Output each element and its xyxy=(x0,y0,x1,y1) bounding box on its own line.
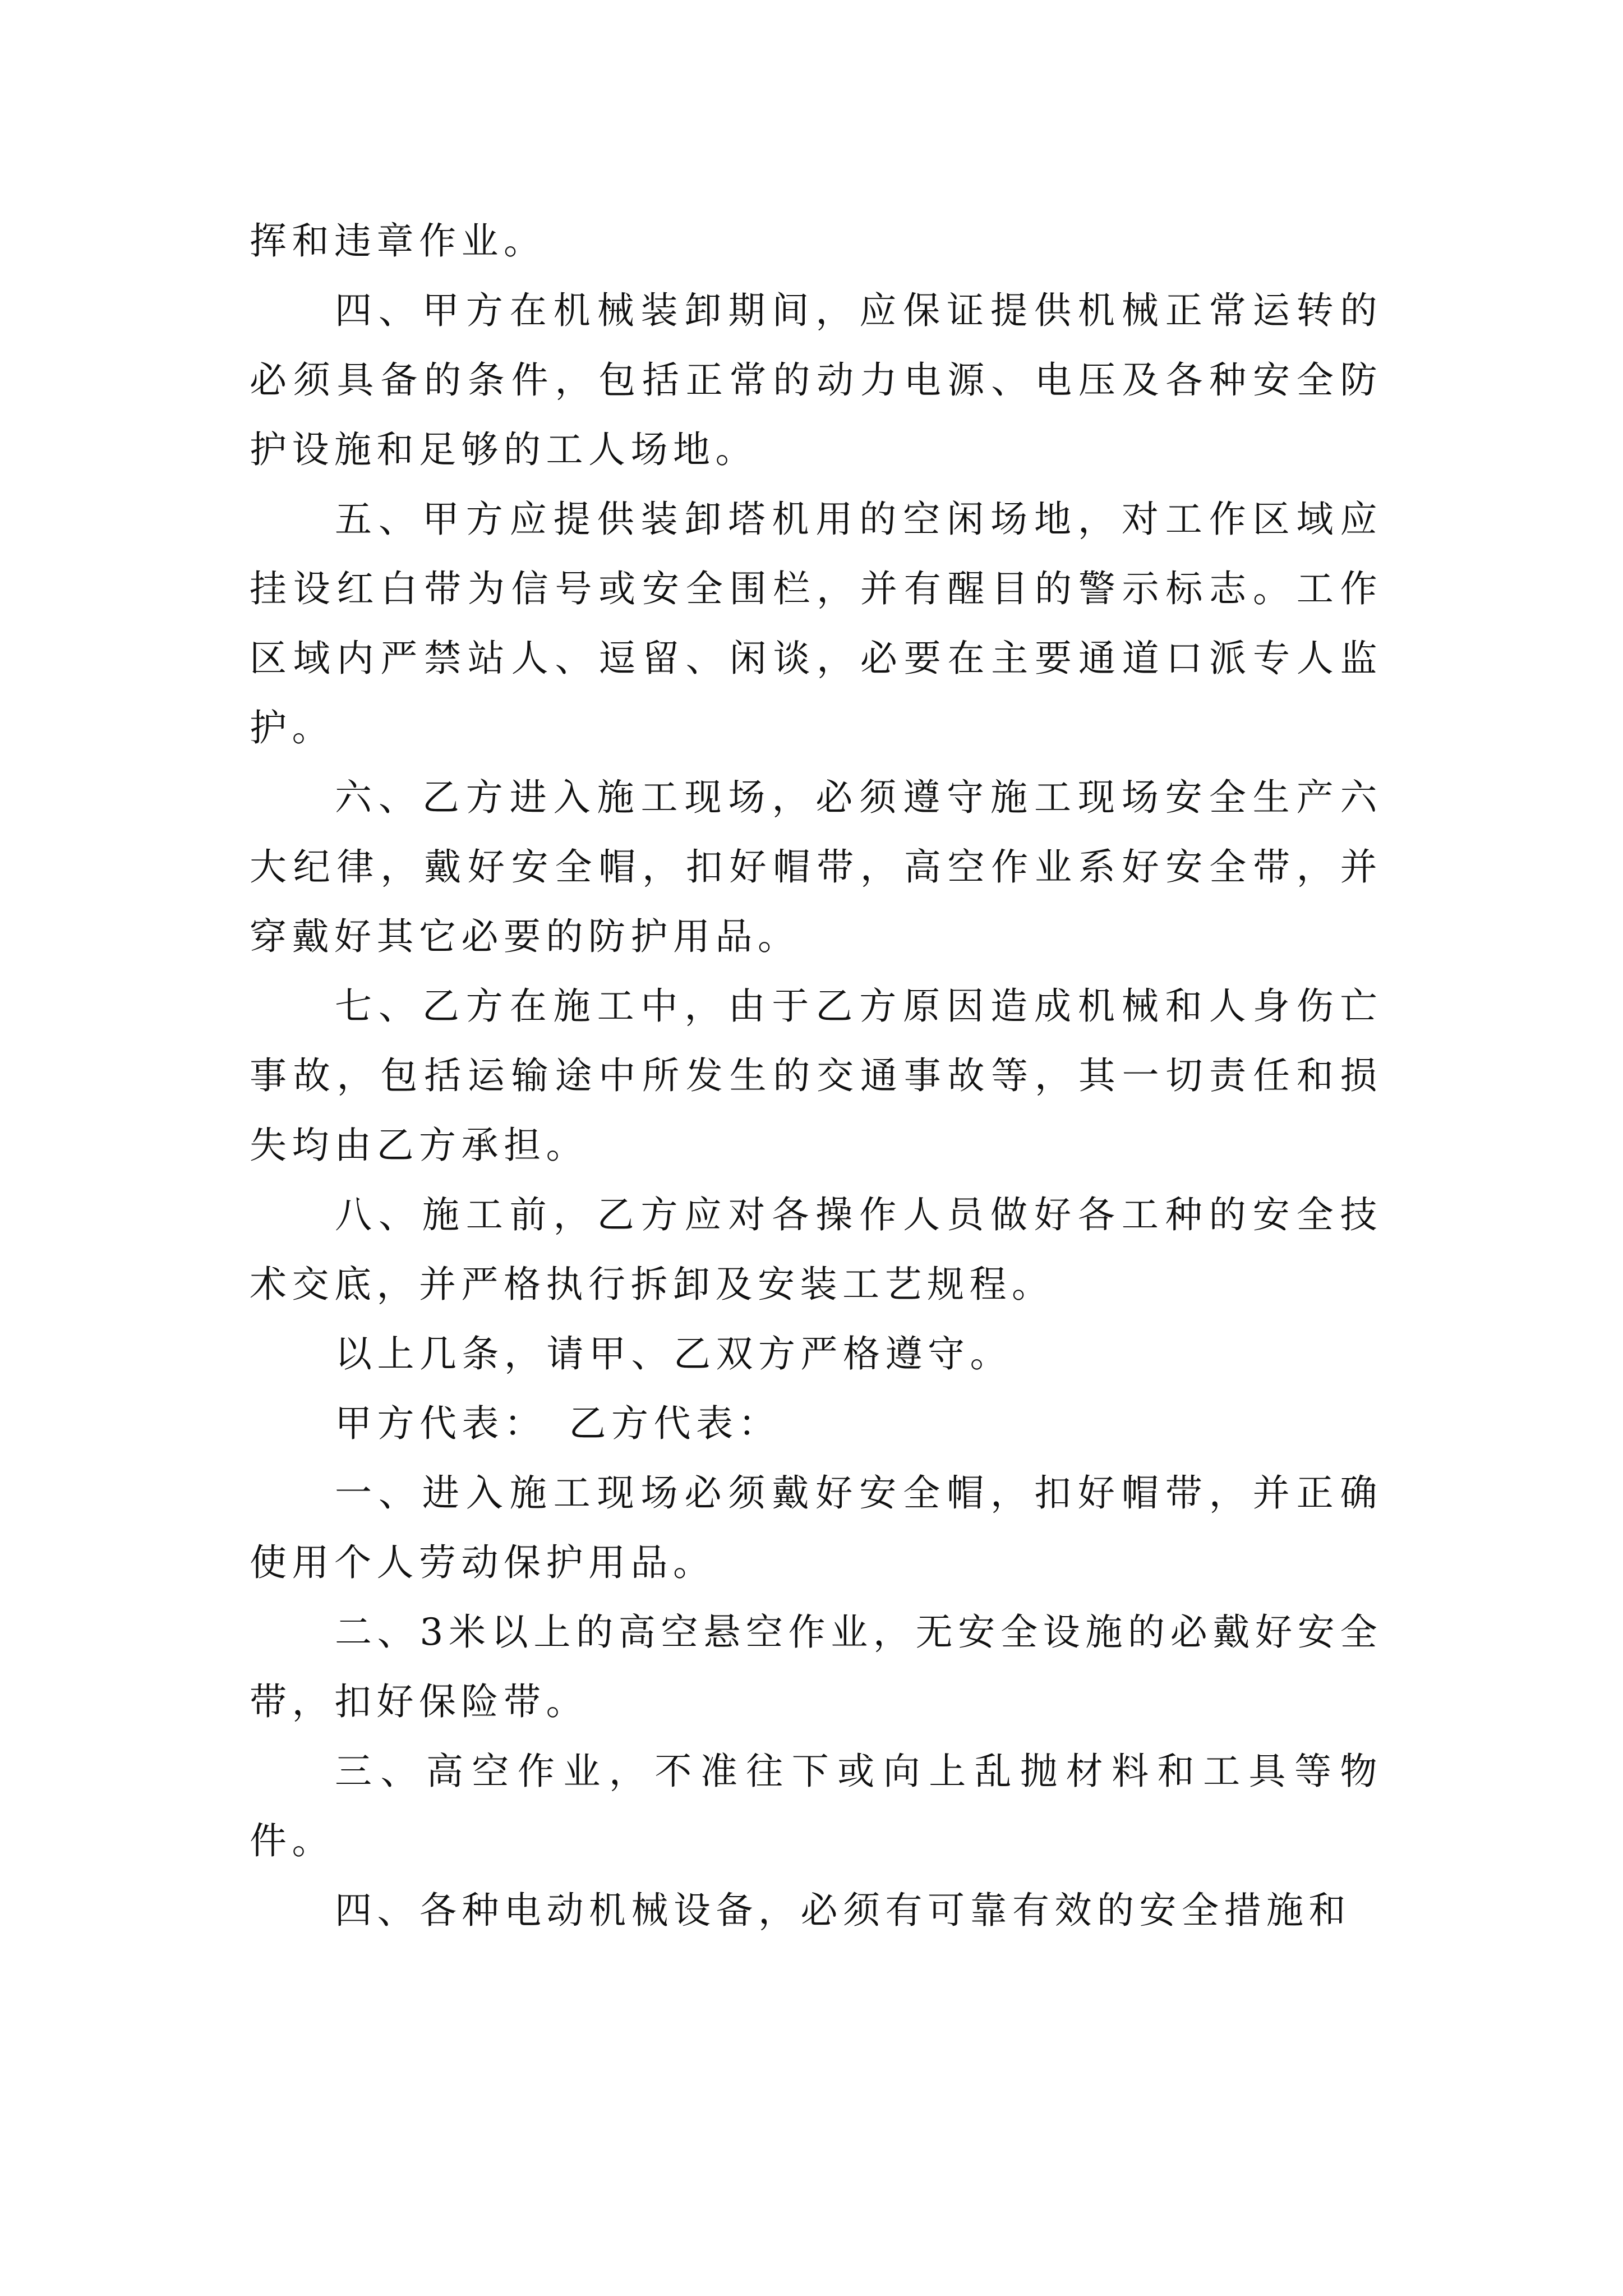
party-a-representative: 甲方代表： xyxy=(335,1402,547,1445)
rule-3: 三、高空作业，不准往下或向上乱抛材料和工具等物件。 xyxy=(250,1750,1382,1862)
rule-2: 二、3米以上的高空悬空作业，无安全设施的必戴好安全带，扣好保险带。 xyxy=(250,1611,1382,1723)
signature-line xyxy=(250,1389,1382,1458)
party-b-representative: 乙方代表： xyxy=(569,1402,781,1445)
paragraph-clause-5: 五、甲方应提供装卸塔机用的空闲场地，对工作区域应挂设红白带为信号或安全围栏，并有醒目的警示标志。工作区域内严禁站人、逗留、闲谈，必要在主要通道口派专人监护。 xyxy=(250,498,1382,749)
paragraph-continued: 挥和违章作业。 xyxy=(250,219,546,263)
document-body xyxy=(250,206,1382,1945)
paragraph-clause-7: 七、乙方在施工中，由于乙方原因造成机械和人身伤亡事故，包括运输途中所发生的交通事故等，其一切责任和损失均由乙方承担。 xyxy=(250,984,1382,1167)
rule-4: 四、各种电动机械设备，必须有可靠有效的安全措施和 xyxy=(335,1889,1351,1932)
rule-1: 一、进入施工现场必须戴好安全帽，扣好帽带，并正确使用个人劳动保护用品。 xyxy=(250,1471,1382,1584)
paragraph-clause-4: 四、甲方在机械装卸期间，应保证提供机械正常运转的必须具备的条件，包括正常的动力电源、电压及各种安全防护设施和足够的工人场地。 xyxy=(250,289,1382,471)
paragraph-clause-8: 八、施工前，乙方应对各操作人员做好各工种的安全技术交底，并严格执行拆卸及安装工艺规程。 xyxy=(250,1193,1382,1306)
paragraph-clause-6: 六、乙方进入施工现场，必须遵守施工现场安全生产六大纪律，戴好安全帽，扣好帽带，高空作业系好安全带，并穿戴好其它必要的防护用品。 xyxy=(250,776,1382,958)
paragraph-closing: 以上几条，请甲、乙双方严格遵守。 xyxy=(335,1332,1012,1375)
